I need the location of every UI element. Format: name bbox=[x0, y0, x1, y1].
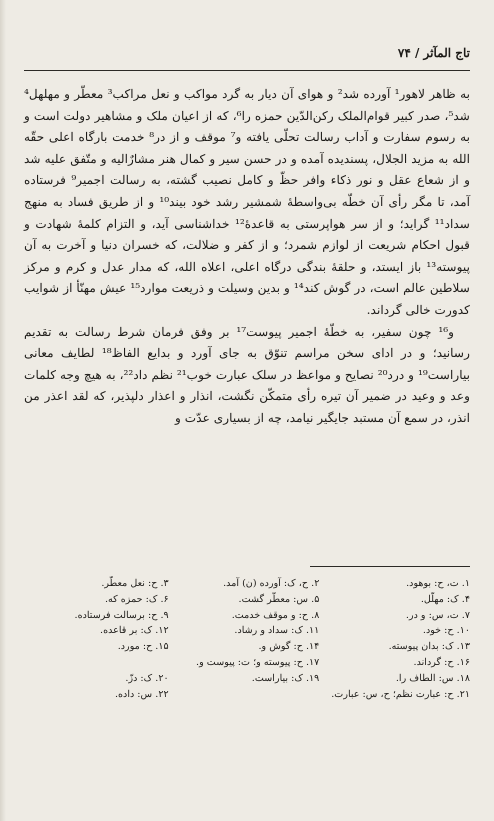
footnote-row bbox=[24, 592, 470, 608]
footnote: ۱۶. ح: گرداند. bbox=[413, 656, 470, 668]
footnote: ۲۰. ک: دزّ. bbox=[125, 672, 169, 684]
footnote-row bbox=[24, 639, 470, 655]
paragraph: و¹⁶ چون سفیر، به خطّهٔ اجمیر پیوست¹⁷ بر وفق فرمان شرط رسالت به تقدیم رسانید؛ و در ادای سخن مراسم تنوّق به جای آورد و بدایع الفاظ¹⁸ لطایف معانی بیاراست¹⁹ و درد²⁰ نصایح و مواعظ در سلک عبارت خوب²¹ نظم داد²²، به هیچ وجه کلمات وعد و وعید در ضمیر آن تیره رأی متمکّن نگشت، انذار و اعذار دلپذیر، که لقد اعذر من انذر، در سمع آن مستبد جایگیر نیامد، چه از بسیاری عدّت و bbox=[24, 324, 471, 425]
footnote: ۲۱. ح: عبارت نظم؛ ح، س: عبارت. bbox=[331, 688, 470, 700]
running-title: تاج المآثر / ۷۴ bbox=[397, 46, 470, 60]
footnote-row bbox=[24, 623, 470, 639]
running-header bbox=[24, 46, 470, 68]
footnote: ۵. س: معطّر گشت. bbox=[238, 593, 320, 605]
footnote: ۱۱. ک: سداد و رشاد. bbox=[234, 625, 320, 637]
footnote-row bbox=[24, 576, 470, 592]
footnote-row bbox=[24, 608, 470, 624]
footnote: ۱۰. ح: خود. bbox=[422, 625, 470, 637]
footnotes bbox=[24, 576, 470, 702]
footnote: ۸. ح: و موقف خدمت. bbox=[231, 609, 320, 621]
footnote: ۱۸. س: الطاف را. bbox=[395, 672, 470, 684]
main-text bbox=[24, 84, 470, 430]
page-gutter-shadow bbox=[0, 0, 6, 821]
footnote: ۴. ک: مهلّل. bbox=[420, 593, 470, 605]
footnote: ۱۲. ک: بر قاعده. bbox=[100, 625, 169, 637]
footnote: ۱. ت، ح: بوهود. bbox=[406, 578, 470, 589]
footnote: ۲۲. س: داده. bbox=[114, 688, 169, 700]
footnote: ۳. ح: نعل معطّر. bbox=[101, 578, 169, 589]
paragraph: به ظاهر لاهور¹ آورده شد² و هوای آن دیار به گرد مواکب و نعل مراکب³ معطّر و مهلهل⁴ شد⁵، صدر کبیر قوام‌الملک رکن‌الدّین حمزه را⁶، که از اعیان ملک و مشاهیر دولت است و به رسوم سفارت و آداب رسالت تحلّی یافته و⁷ موقف و از در⁸ خدمت بارگاه اعلی حقّه الله به مزید الجلال، پسندیده آمده و در حسن سیر و کمال هنر مشارٌالیه و متّفق علیه شد و از شعاع عقل و نور ذکاء وافر حظّ و کامل نصیب گشته، به رسالت اجمیر⁹ فرستاده آمد، تا مگر رأی آن خطّه بی‌واسطهٔ شمشیر رشد خود بیند¹⁰ و از طریق فساد به منهج سداد¹¹ گراید؛ و از سر هواپرستی به قاعدهٔ¹² خداشناسی آید، و التزام کلمهٔ شهادت و قبول احکام شریعت از لوازم شمرد؛ و از کفر و ضلالت، که خسران دنیا و آخرت به آن پیوسته¹³ باز ایستد، و حلقهٔ بندگی درگاه اعلی، اعلاه الله، که مدار عدل و کرم و مرکز سلاطین عالم است، در گوش کند¹⁴ و بدین وسیلت و ذریعت موارد¹⁵ عیش مهنّأ از شوایب کدورت خالی گرداند. bbox=[24, 87, 471, 317]
footnote: ۷. ت، س: و در. bbox=[405, 609, 470, 621]
footnote: ۱۷. ح: پیوسته و؛ ت: پیوست و. bbox=[196, 656, 320, 668]
footnote-row bbox=[24, 687, 470, 703]
footnote-row bbox=[24, 671, 470, 687]
footnote: ۲. ح، ک: آورده (ن) آمد. bbox=[223, 578, 320, 589]
footnote-rule bbox=[310, 566, 470, 567]
footnote: ۱۹. ک: بیاراست. bbox=[251, 672, 320, 684]
footnote: ۱۳. ک: بدان پیوسته. bbox=[388, 641, 470, 653]
footnote: ۹. ح: برسالت فرستاده. bbox=[74, 609, 169, 621]
footnote-row bbox=[24, 655, 470, 671]
footnote: ۱۴. ح: گوش و. bbox=[258, 641, 320, 653]
footnote: ۱۵. ح: مورد. bbox=[117, 641, 169, 653]
header-rule bbox=[24, 70, 470, 71]
footnote: ۶. ک: حمزه که. bbox=[104, 593, 169, 605]
